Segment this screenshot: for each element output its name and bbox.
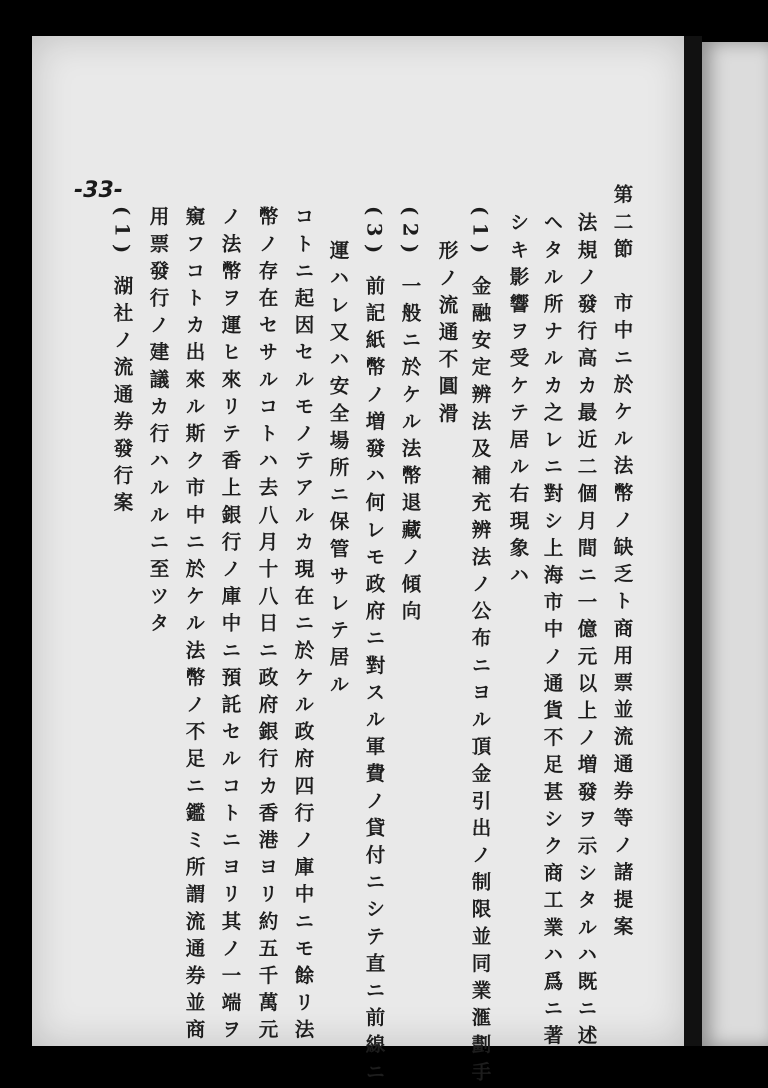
- page-number: -33-: [74, 178, 123, 203]
- text-column: シキ影響ヲ受ケテ居ル右現象ハ: [506, 212, 530, 592]
- section-heading: 第二節 市中ニ於ケル法幣ノ缺乏ト商用票並流通券等ノ諸提案: [610, 184, 634, 943]
- text-column: (3) 前記紙幣ノ増發ハ何レモ政府ニ對スル軍費ノ貸付ニシテ直ニ前線ニ: [362, 206, 386, 1088]
- text-column: 窺フコトカ出來ル斯ク市中ニ於ケル法幣ノ不足ニ鑑ミ所謂流通券並商: [182, 206, 206, 1047]
- text-column: (1) 金融安定辨法及補充辨法ノ公布ニヨル頂金引出ノ制限並同業滙劃手: [468, 206, 492, 1088]
- text-column: 形ノ流通不圓滑: [435, 240, 459, 430]
- text-column: 運ハレ又ハ安全場所ニ保管サレテ居ル: [326, 240, 350, 701]
- text-column: 幣ノ存在セサルコトハ去八月十八日ニ政府銀行カ香港ヨリ約五千萬元: [255, 206, 279, 1047]
- text-column: ヘタル所ナルカ之レニ對シ上海市中ノ通貨不足甚シク商工業ハ爲ニ著: [540, 212, 564, 1053]
- book-spine: [684, 36, 702, 1046]
- text-column: (1) 湖社ノ流通券發行案: [110, 206, 134, 520]
- text-column: ノ法幣ヲ運ヒ來リテ香上銀行ノ庫中ニ預託セルコトニヨリ其ノ一端ヲ: [218, 206, 242, 1047]
- text-column: 用票發行ノ建議カ行ハルルニ至ツタ: [146, 206, 170, 640]
- text-column: 法規ノ發行高カ最近二個月間ニ一億元以上ノ増發ヲ示シタルハ既ニ述: [574, 212, 598, 1053]
- text-column: (2) 一般ニ於ケル法幣退藏ノ傾向: [398, 206, 422, 628]
- text-column: コトニ起因セルモノテアルカ現在ニ於ケル政府四行ノ庫中ニモ餘リ法: [291, 206, 315, 1047]
- adjacent-page-edge: [702, 42, 768, 1046]
